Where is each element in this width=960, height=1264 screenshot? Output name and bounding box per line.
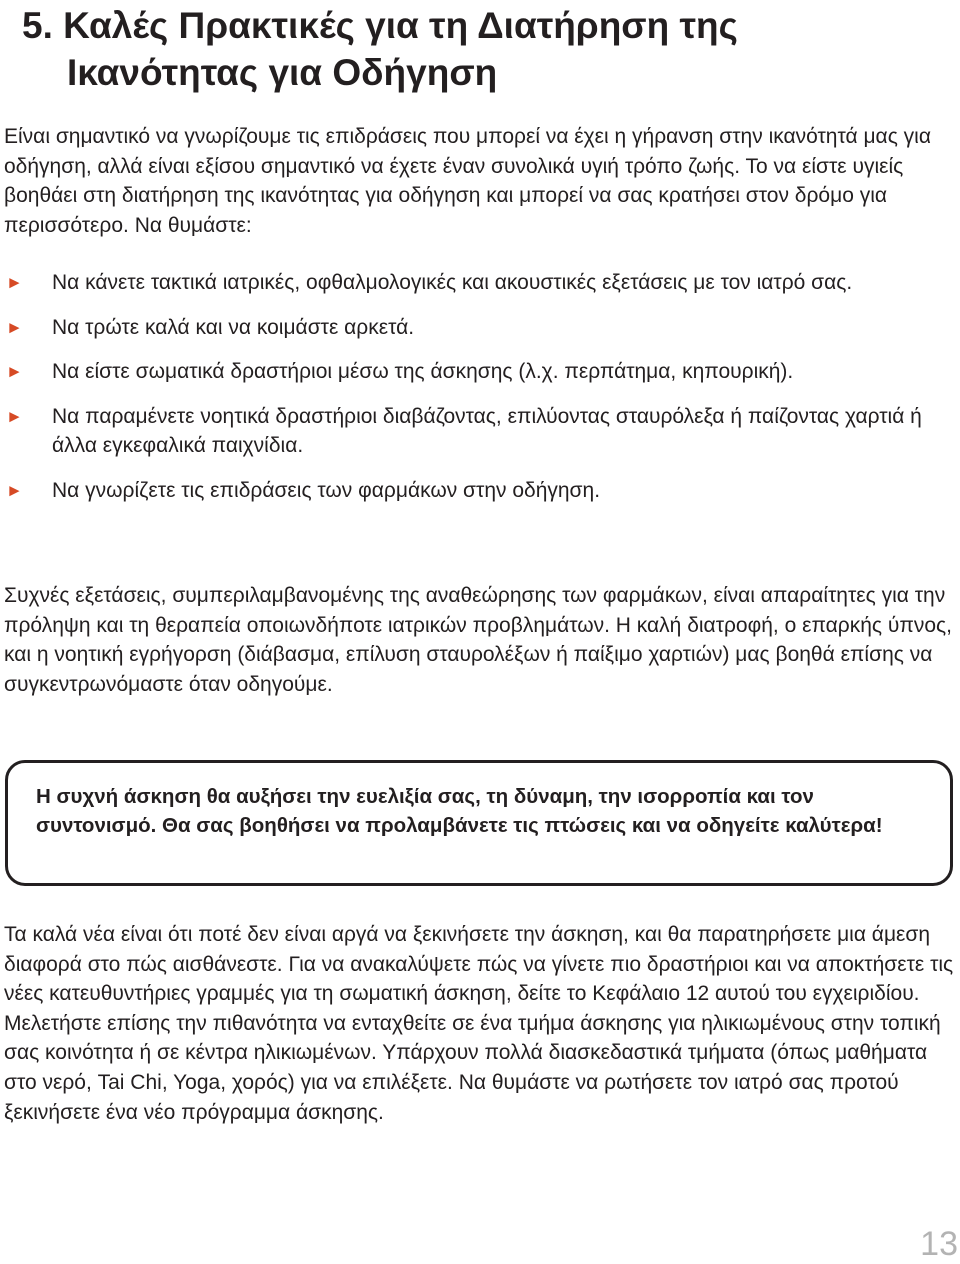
callout-text: Η συχνή άσκηση θα αυξήσει την ευελιξία σας, τη δύναμη, την ισορροπία και τον συντονισμό. Θα σας βοηθήσει να προλαμβάνετε τις πτώσεις και να οδηγείτε καλύτερα! [36, 785, 883, 837]
tip-text: Να τρώτε καλά και να κοιμάστε αρκετά. [52, 315, 415, 339]
checkups-paragraph: Συχνές εξετάσεις, συμπεριλαμβανομένης της αναθεώρησης των φαρμάκων, είναι απαραίτητες για την πρόληψη και τη θεραπεία οποιωνδήποτε ιατρικών προβλημάτων. Η καλή διατροφή, ο επαρκής ύπνος, και η νοητική εγρήγορση (διάβασμα, επίλυση σταυρολέξων ή παίξιμο χαρτιών) μας βοηθά επίσης να συγκεντρωνόμαστε όταν οδηγούμε. [4, 584, 952, 696]
bullet-arrow-icon: ► [6, 317, 23, 337]
page-title-line-1: 5. Καλές Πρακτικές για τη Διατήρηση της [22, 5, 738, 46]
bullet-arrow-icon: ► [6, 406, 23, 426]
tip-text: Να είστε σωματικά δραστήριοι μέσω της άσκησης (λ.χ. περπάτημα, κηπουρική). [52, 360, 794, 384]
exercise-paragraph: Τα καλά νέα είναι ότι ποτέ δεν είναι αργά να ξεκινήσετε την άσκηση, και θα παρατηρήσετε μια άμεση διαφορά στο πώς αισθάνεστε. Για να ανακαλύψετε πώς να γίνετε πιο δραστήριοι και να αποκτήσετε τις νέες κατευθυντήριες γραμμές για τη σωματική άσκηση, δείτε το Κεφάλαιο 12 αυτού του εγχειριδίου. Μελετήστε επίσης την πιθανότητα να ενταχθείτε σε ένα τμήμα άσκησης για ηλικιωμένους στην τοπική σας κοινότητα ή σε κέντρα ηλικιωμένων. Υπάρχουν πολλά διασκεδαστικά τμήματα (όπως μαθήματα στο νερό, Tai Chi, Yoga, χορός) για να επιλέξετε. Να θυμάστε να ρωτήσετε τον ιατρό σας προτού ξεκινήσετε ένα νέο πρόγραμμα άσκησης. [4, 923, 954, 1124]
page-number: 13 [920, 1225, 958, 1263]
tips-bullet-list [4, 268, 956, 521]
bullet-arrow-icon: ► [6, 480, 23, 500]
tip-item [4, 268, 956, 298]
intro-paragraph: Είναι σημαντικό να γνωρίζουμε τις επιδράσεις που μπορεί να έχει η γήρανση στην ικανότητά μας για οδήγηση, αλλά είναι εξίσου σημαντικό να έχετε έναν συνολικά υγιή τρόπο ζωής. Το να είστε υγιείς βοηθάει στη διατήρηση της ικανότητας για οδήγηση και μπορεί να σας κρατήσει στον δρόμο για περισσότερο. Να θυμάστε: [4, 125, 931, 237]
tip-text: Να γνωρίζετε τις επιδράσεις των φαρμάκων στην οδήγηση. [52, 478, 601, 502]
tip-text: Να παραμένετε νοητικά δραστήριοι διαβάζοντας, επιλύοντας σταυρόλεξα ή παίζοντας χαρτιά ή άλλα εγκεφαλικά παιχνίδια. [52, 404, 922, 458]
page-title [22, 2, 922, 96]
tip-item [4, 357, 956, 387]
tip-text: Να κάνετε τακτικά ιατρικές, οφθαλμολογικές και ακουστικές εξετάσεις με τον ιατρό σας. [52, 271, 853, 294]
tip-item [4, 476, 956, 506]
bullet-arrow-icon: ► [6, 273, 23, 292]
bullet-arrow-icon: ► [6, 362, 23, 382]
page-title-line-2: Ικανότητας για Οδήγηση [67, 52, 498, 93]
exercise-callout-box [5, 760, 953, 886]
tip-item [4, 402, 956, 461]
tip-item [4, 313, 956, 343]
